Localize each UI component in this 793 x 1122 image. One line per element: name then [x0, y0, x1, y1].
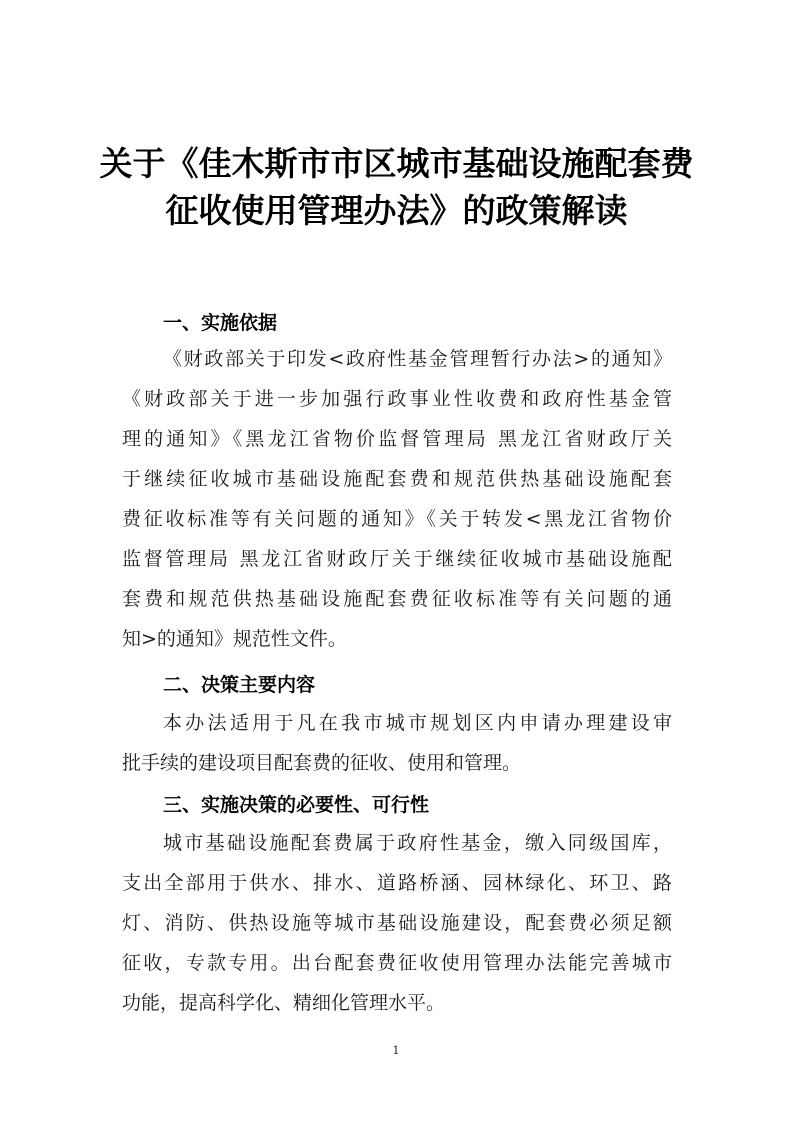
paragraph-line: 灯、消防、供热设施等城市基础设施建设，配套费必须足额	[122, 912, 672, 934]
section-heading-basis: 一、实施依据	[163, 312, 278, 334]
paragraph-line: 套费和规范供热基础设施配套费征收标准等有关问题的通	[122, 588, 672, 610]
paragraph-line: 《财政部关于印发<政府性基金管理暂行办法>的通知》	[163, 348, 672, 370]
paragraph-line: 于继续征收城市基础设施配套费和规范供热基础设施配套	[122, 468, 672, 490]
paragraph-line: 费征收标准等有关问题的通知》《关于转发<黑龙江省物价	[122, 508, 672, 530]
document-title-line-2: 征收使用管理办法》的政策解读	[165, 191, 628, 230]
paragraph-line: 征收，专款专用。出台配套费征收使用管理办法能完善城市	[122, 952, 672, 974]
paragraph-line: 知>的通知》规范性文件。	[122, 628, 347, 650]
paragraph-line: 支出全部用于供水、排水、道路桥涵、园林绿化、环卫、路	[122, 872, 672, 894]
paragraph-line: 理的通知》《黑龙江省物价监督管理局 黑龙江省财政厅关	[122, 428, 672, 450]
document-title-line-1: 关于《佳木斯市市区城市基础设施配套费	[99, 144, 694, 183]
page-number: 1	[392, 1044, 400, 1057]
section-heading-necessity: 三、实施决策的必要性、可行性	[163, 794, 430, 816]
paragraph-line: 监督管理局 黑龙江省财政厅关于继续征收城市基础设施配	[122, 548, 672, 570]
paragraph-line: 《财政部关于进一步加强行政事业性收费和政府性基金管	[122, 388, 672, 410]
paragraph-line: 功能，提高科学化、精细化管理水平。	[122, 992, 446, 1014]
paragraph-line: 本办法适用于凡在我市城市规划区内申请办理建设审	[163, 712, 672, 734]
paragraph-line: 城市基础设施配套费属于政府性基金，缴入同级国库，	[163, 832, 672, 854]
section-heading-content: 二、决策主要内容	[163, 674, 316, 696]
paragraph-line: 批手续的建设项目配套费的征收、使用和管理。	[122, 752, 522, 774]
